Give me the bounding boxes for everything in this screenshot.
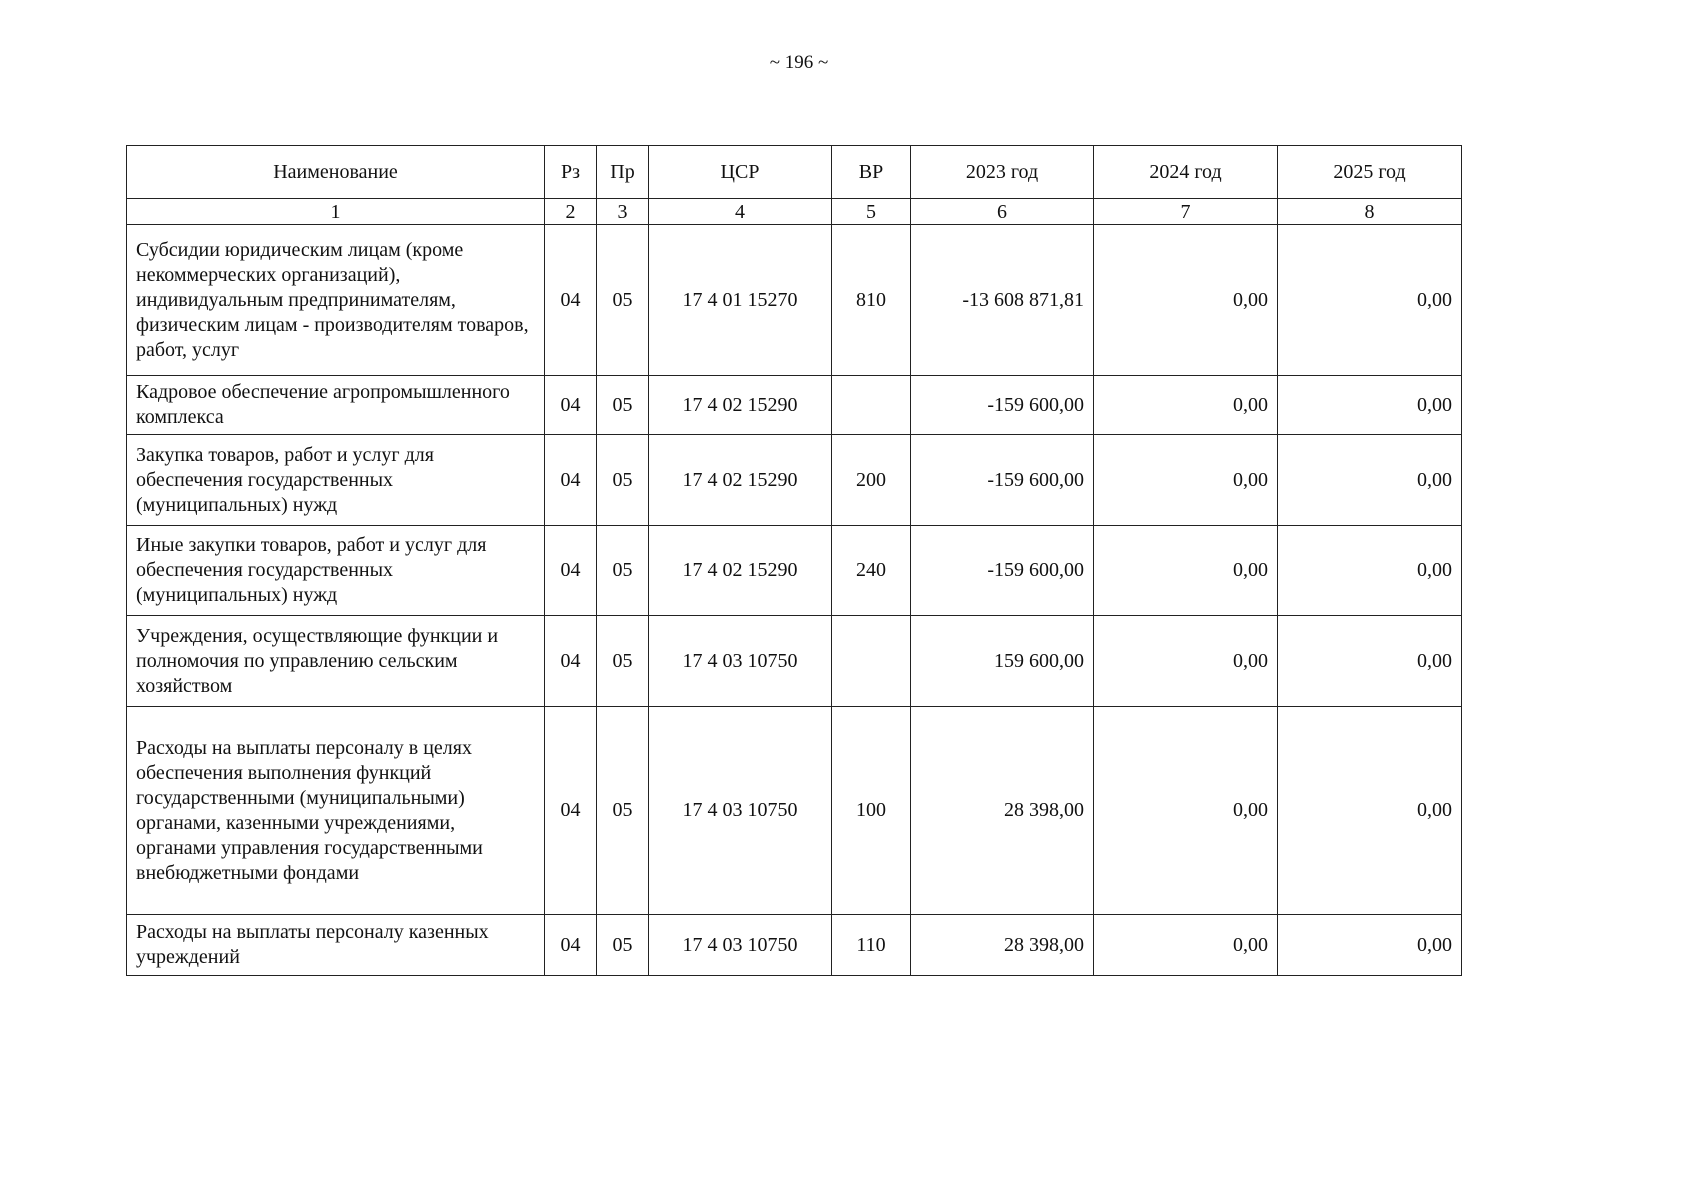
row-pr: 05 — [597, 376, 649, 435]
table-row — [127, 526, 1462, 616]
row-csr: 17 4 03 10750 — [649, 616, 832, 707]
column-number: 5 — [832, 199, 911, 225]
row-2025: 0,00 — [1278, 707, 1462, 915]
row-2025: 0,00 — [1278, 435, 1462, 526]
row-pr: 05 — [597, 526, 649, 616]
row-vr — [832, 616, 911, 707]
row-2024: 0,00 — [1094, 526, 1278, 616]
row-2023: 28 398,00 — [911, 707, 1094, 915]
column-number: 2 — [545, 199, 597, 225]
row-vr — [832, 376, 911, 435]
row-name: Учреждения, осуществляющие функции и полномочия по управлению сельским хозяйством — [127, 616, 545, 707]
header-csr: ЦСР — [649, 146, 832, 199]
table-row — [127, 707, 1462, 915]
row-name: Субсидии юридическим лицам (кроме некоммерческих организаций), индивидуальным предпринимателям, физическим лицам - производителям товаров, работ, услуг — [127, 225, 545, 376]
column-number: 1 — [127, 199, 545, 225]
row-csr: 17 4 03 10750 — [649, 915, 832, 976]
row-vr: 200 — [832, 435, 911, 526]
row-rz: 04 — [545, 225, 597, 376]
row-name: Расходы на выплаты персоналу казенных учреждений — [127, 915, 545, 976]
column-number: 4 — [649, 199, 832, 225]
row-2025: 0,00 — [1278, 225, 1462, 376]
row-2024: 0,00 — [1094, 915, 1278, 976]
header-2024: 2024 год — [1094, 146, 1278, 199]
row-name: Кадровое обеспечение агропромышленного комплекса — [127, 376, 545, 435]
row-vr: 240 — [832, 526, 911, 616]
budget-table — [126, 145, 1462, 976]
row-2024: 0,00 — [1094, 707, 1278, 915]
header-2025: 2025 год — [1278, 146, 1462, 199]
column-number-row — [127, 199, 1462, 225]
row-csr: 17 4 03 10750 — [649, 707, 832, 915]
row-csr: 17 4 02 15290 — [649, 376, 832, 435]
row-csr: 17 4 02 15290 — [649, 526, 832, 616]
row-2023: -159 600,00 — [911, 526, 1094, 616]
row-2025: 0,00 — [1278, 915, 1462, 976]
row-csr: 17 4 02 15290 — [649, 435, 832, 526]
column-number: 8 — [1278, 199, 1462, 225]
row-vr: 100 — [832, 707, 911, 915]
row-2025: 0,00 — [1278, 616, 1462, 707]
row-rz: 04 — [545, 435, 597, 526]
row-rz: 04 — [545, 915, 597, 976]
column-number: 6 — [911, 199, 1094, 225]
row-vr: 810 — [832, 225, 911, 376]
header-rz: Рз — [545, 146, 597, 199]
row-pr: 05 — [597, 225, 649, 376]
row-2024: 0,00 — [1094, 376, 1278, 435]
column-number: 7 — [1094, 199, 1278, 225]
header-row — [127, 146, 1462, 199]
table-row — [127, 616, 1462, 707]
row-2024: 0,00 — [1094, 616, 1278, 707]
row-rz: 04 — [545, 376, 597, 435]
column-number: 3 — [597, 199, 649, 225]
row-vr: 110 — [832, 915, 911, 976]
row-pr: 05 — [597, 915, 649, 976]
row-rz: 04 — [545, 707, 597, 915]
row-rz: 04 — [545, 526, 597, 616]
row-2025: 0,00 — [1278, 376, 1462, 435]
row-pr: 05 — [597, 435, 649, 526]
header-name: Наименование — [127, 146, 545, 199]
header-vr: ВР — [832, 146, 911, 199]
row-name: Закупка товаров, работ и услуг для обеспечения государственных (муниципальных) нужд — [127, 435, 545, 526]
row-name: Расходы на выплаты персоналу в целях обеспечения выполнения функций государственными (муниципальными) органами, казенными учреждениями, органами управления государственными внебюджетными фондами — [127, 707, 545, 915]
row-2023: 159 600,00 — [911, 616, 1094, 707]
row-pr: 05 — [597, 616, 649, 707]
table-row — [127, 225, 1462, 376]
table-row — [127, 435, 1462, 526]
row-2024: 0,00 — [1094, 435, 1278, 526]
row-2025: 0,00 — [1278, 526, 1462, 616]
table-row — [127, 915, 1462, 976]
row-2023: -13 608 871,81 — [911, 225, 1094, 376]
row-csr: 17 4 01 15270 — [649, 225, 832, 376]
table-row — [127, 376, 1462, 435]
header-2023: 2023 год — [911, 146, 1094, 199]
row-2023: -159 600,00 — [911, 376, 1094, 435]
row-2024: 0,00 — [1094, 225, 1278, 376]
row-rz: 04 — [545, 616, 597, 707]
page-number: ~ 196 ~ — [769, 52, 829, 73]
row-2023: 28 398,00 — [911, 915, 1094, 976]
header-pr: Пр — [597, 146, 649, 199]
row-2023: -159 600,00 — [911, 435, 1094, 526]
row-name: Иные закупки товаров, работ и услуг для обеспечения государственных (муниципальных) нужд — [127, 526, 545, 616]
row-pr: 05 — [597, 707, 649, 915]
